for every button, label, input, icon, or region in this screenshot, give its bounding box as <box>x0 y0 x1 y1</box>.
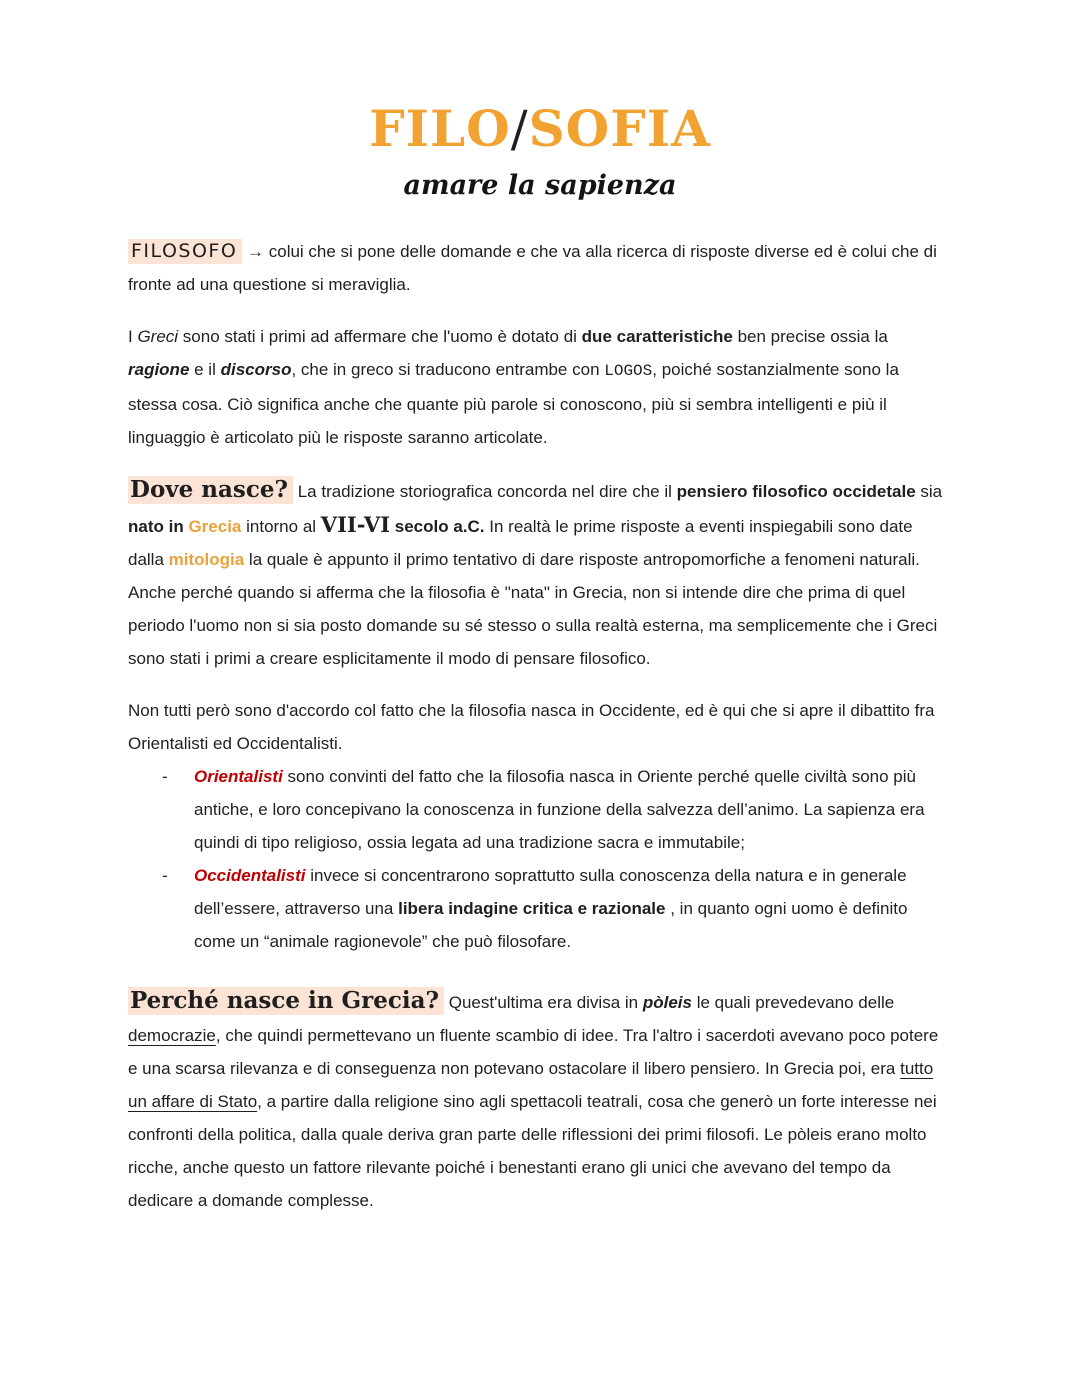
text-segment-bold: libera indagine critica e razionale <box>398 898 666 918</box>
bullet-dash: - <box>162 766 168 786</box>
text-segment-plain: → colui che si pone delle domande e che va alla ricerca di risposte diverse ed è colui che di fronte ad una questione si meraviglia. <box>128 241 937 294</box>
page-title <box>128 99 952 158</box>
text-segment-bold-italic: discorso <box>220 359 292 379</box>
text-segment-plain: , in quanto ogni uomo è definito come un “animale ragionevole” che può filosofare. <box>194 898 908 951</box>
title-part-sofia: SOFIA <box>528 99 711 158</box>
text-segment-plain: invece si concentrarono soprattutto sulla conoscenza della natura e in generale dell’essere, attraverso una <box>194 865 907 918</box>
list-item-text <box>194 866 907 951</box>
text-segment-roman: VII-VI <box>320 511 391 537</box>
text-segment-plain: Quest'ultima era divisa in <box>444 992 643 1012</box>
text-segment-plain: I <box>128 326 138 346</box>
paragraph-filosofo-definition <box>128 235 952 301</box>
text-segment-plain: Non tutti però sono d'accordo col fatto che la filosofia nasca in Occidente, ed è qui che si apre il dibattito fra Orientalisti ed Occidentalisti. <box>128 700 935 753</box>
list-item-orientalisti <box>128 760 952 859</box>
text-segment-plain: e il <box>189 359 221 379</box>
text-segment-plain: ben precise ossia la <box>732 326 888 346</box>
document-body <box>128 235 952 1217</box>
text-segment-plain: le quali prevedevano delle <box>691 992 895 1012</box>
paragraph-greci-logos <box>128 320 952 454</box>
title-slash: / <box>510 100 529 158</box>
text-segment-bold-italic: pòleis <box>642 992 692 1012</box>
text-segment-plain: La tradizione storiografica concorda nel dire che il <box>292 481 677 501</box>
list-item-occidentalisti <box>128 859 952 958</box>
text-segment-plain: , a partire dalla religione sino agli spettacoli teatrali, cosa che generò un forte interesse nei confronti della politica, dalla quale deriva gran parte delle riflessioni dei primi filosofi. Le pòleis erano molto ricche, anche questo un fattore rilevante poiché i benestanti erano gli unici che avevano del tempo da dedicare a domande complesse. <box>128 1091 937 1210</box>
text-segment-bold: pensiero filosofico occidetale <box>676 481 916 501</box>
text-segment-mono: LOGOS <box>604 361 653 380</box>
text-segment-plain: intorno al <box>241 516 321 536</box>
section-perche-nasce-in-grecia <box>128 984 952 1217</box>
text-segment-italic: Greci <box>137 326 179 346</box>
term-orientalisti: Orientalisti <box>194 766 283 786</box>
term-occidentalisti: Occidentalisti <box>194 865 306 885</box>
text-segment-plain: , che in greco si traducono entrambe con <box>291 359 605 379</box>
text-segment-plain: sono stati i primi ad affermare che l'uomo è dotato di <box>178 326 582 346</box>
text-segment-plain: In realtà le prime risposte a eventi inspiegabili sono date dalla <box>128 516 913 569</box>
text-segment-plain: , poiché sostanzialmente sono la stessa cosa. Ciò significa anche che quante più parole si conoscono, più si sembra intelligenti e più il linguaggio è articolato più le risposte saranno articolate. <box>128 359 899 447</box>
list-orientalisti-occidentalisti <box>128 760 952 958</box>
text-segment-bold-italic: ragione <box>128 359 190 379</box>
text-segment-bold: secolo a.C. <box>394 516 485 536</box>
section-dove-nasce <box>128 473 952 675</box>
text-segment-plain: sono convinti del fatto che la filosofia nasca in Oriente perché quelle civiltà sono più antiche, e loro concepivano la conoscenza in funzione della salvezza dell’animo. La sapienza era quindi di tipo religioso, ossia legata ad una tradizione sacra e immutabile; <box>194 766 925 852</box>
section-heading-perche-nasce-in-grecia: Perché nasce in Grecia? <box>128 987 444 1015</box>
section-heading-dove-nasce: Dove nasce? <box>128 476 293 504</box>
text-segment-bold: due caratteristiche <box>581 326 733 346</box>
text-segment-orange: Grecia <box>188 516 242 536</box>
text-segment-plain: , che quindi permettevano un fluente scambio di idee. Tra l'altro i sacerdoti avevano poco potere e una scarsa rilevanza e di conseguenza non potevano ostacolare il libero pensiero. In Grecia poi, era <box>128 1025 939 1078</box>
paragraph-dibattito <box>128 694 952 760</box>
text-segment-underline: democrazie <box>128 1025 216 1045</box>
text-segment-bold: nato in <box>128 516 184 536</box>
title-part-filo: FILO <box>369 99 511 158</box>
text-segment-underline: tutto un affare di Stato <box>128 1058 934 1111</box>
bullet-dash: - <box>162 865 168 885</box>
list-item-text <box>194 767 925 852</box>
highlighted-term-filosofo: FILOSOFO <box>128 239 242 264</box>
text-segment-orange: mitologia <box>168 549 245 569</box>
text-segment-plain: sia <box>915 481 943 501</box>
text-segment-plain: la quale è appunto il primo tentativo di dare risposte antropomorfiche a fenomeni naturali. Anche perché quando si afferma che la filosofia è "nata" in Grecia, non si intende dire che prima di quel periodo l'uomo non si sia posto domande su sé stesso o sulla realtà esterna, ma semplicemente che i Greci sono stati i primi a creare esplicitamente il modo di pensare filosofico. <box>128 549 938 668</box>
page-subtitle: amare la sapienza <box>403 169 677 201</box>
